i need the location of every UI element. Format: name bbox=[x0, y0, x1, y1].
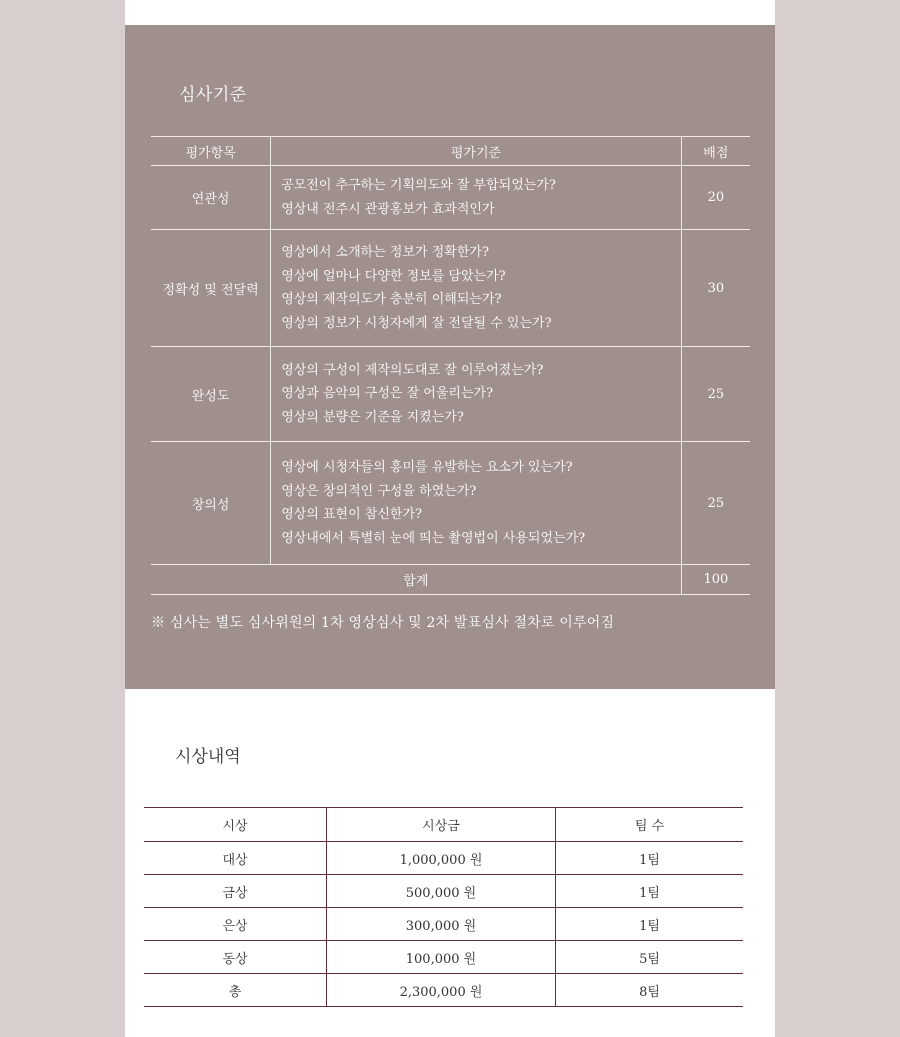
criteria-standards bbox=[271, 347, 682, 442]
standard-line: 영상의 표현이 참신한가? bbox=[281, 507, 423, 522]
award-prize: 300,000 원 bbox=[327, 908, 556, 941]
criteria-item: 완성도 bbox=[151, 347, 271, 442]
award-name: 대상 bbox=[144, 842, 327, 875]
header-teams: 팀 수 bbox=[556, 808, 744, 842]
criteria-item: 창의성 bbox=[151, 442, 271, 565]
standard-line: 공모전이 추구하는 기획의도와 잘 부합되었는가? bbox=[281, 178, 556, 193]
award-teams: 1팀 bbox=[556, 842, 744, 875]
award-prize: 500,000 원 bbox=[327, 875, 556, 908]
table-row bbox=[151, 230, 750, 347]
criteria-table bbox=[151, 136, 750, 595]
award-prize: 1,000,000 원 bbox=[327, 842, 556, 875]
table-row bbox=[151, 442, 750, 565]
award-teams: 1팀 bbox=[556, 908, 744, 941]
criteria-title: 심사기준 bbox=[179, 85, 247, 105]
standard-line: 영상에 얼마나 다양한 정보를 담았는가? bbox=[281, 268, 506, 284]
standard-line: 영상에서 소개하는 정보가 정확한가? bbox=[281, 245, 489, 260]
total-score: 100 bbox=[681, 565, 750, 595]
standard-line: 영상내에서 특별히 눈에 띄는 촬영법이 사용되었는가? bbox=[281, 530, 586, 546]
criteria-note: ※ 심사는 별도 심사위원의 1차 영상심사 및 2차 발표심사 절차로 이루어짐 bbox=[151, 615, 615, 631]
award-name: 총 bbox=[144, 974, 327, 1007]
criteria-score: 25 bbox=[681, 347, 750, 442]
header-award: 시상 bbox=[144, 808, 327, 842]
table-row bbox=[151, 347, 750, 442]
header-standard: 평가기준 bbox=[271, 137, 682, 166]
table-row bbox=[151, 166, 750, 230]
standard-line: 영상에 시청자들의 흥미를 유발하는 요소가 있는가? bbox=[281, 460, 573, 475]
standard-line: 영상의 정보가 시청자에게 잘 전달될 수 있는가? bbox=[281, 315, 552, 331]
awards-header-row bbox=[144, 808, 743, 842]
award-prize: 2,300,000 원 bbox=[327, 974, 556, 1007]
awards-table bbox=[144, 807, 743, 1007]
standard-line: 영상의 구성이 제작의도대로 잘 이루어졌는가? bbox=[281, 362, 544, 378]
table-row bbox=[144, 908, 743, 941]
award-prize: 100,000 원 bbox=[327, 941, 556, 974]
standard-line: 영상은 창의적인 구성을 하였는가? bbox=[281, 483, 477, 499]
standard-line: 영상과 음악의 구성은 잘 어울리는가? bbox=[281, 386, 494, 402]
total-label: 합계 bbox=[151, 565, 681, 595]
criteria-standards bbox=[271, 230, 682, 347]
header-item: 평가항목 bbox=[151, 137, 271, 166]
header-score: 배점 bbox=[681, 137, 750, 166]
award-teams: 8팀 bbox=[556, 974, 744, 1007]
standard-line: 영상의 제작의도가 충분히 이해되는가? bbox=[281, 292, 502, 307]
award-teams: 5팀 bbox=[556, 941, 744, 974]
award-name: 은상 bbox=[144, 908, 327, 941]
criteria-score: 20 bbox=[681, 166, 750, 230]
table-row bbox=[144, 875, 743, 908]
criteria-standards bbox=[271, 442, 682, 565]
awards-title: 시상내역 bbox=[175, 747, 241, 767]
table-row bbox=[144, 974, 743, 1007]
table-row bbox=[144, 941, 743, 974]
header-prize: 시상금 bbox=[327, 808, 556, 842]
criteria-header-row bbox=[151, 137, 750, 166]
criteria-item: 연관성 bbox=[151, 166, 271, 230]
criteria-section bbox=[125, 25, 775, 689]
table-row bbox=[144, 842, 743, 875]
criteria-score: 30 bbox=[681, 230, 750, 347]
award-name: 동상 bbox=[144, 941, 327, 974]
award-name: 금상 bbox=[144, 875, 327, 908]
total-row bbox=[151, 565, 750, 595]
criteria-score: 25 bbox=[681, 442, 750, 565]
criteria-item: 정확성 및 전달력 bbox=[151, 230, 271, 347]
criteria-standards bbox=[271, 166, 682, 230]
standard-line: 영상의 분량은 기준을 지켰는가? bbox=[281, 409, 464, 425]
standard-line: 영상내 전주시 관광홍보가 효과적인가 bbox=[281, 201, 495, 217]
award-teams: 1팀 bbox=[556, 875, 744, 908]
